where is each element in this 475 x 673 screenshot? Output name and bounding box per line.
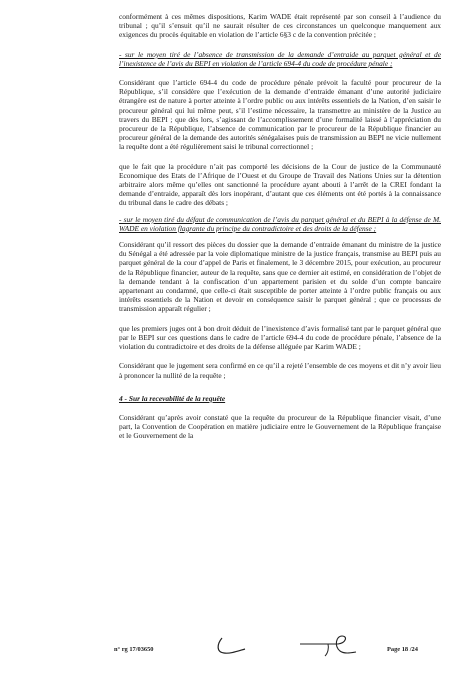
section-heading-recevabilite: 4 - Sur la recevabilité de la requête [119, 393, 226, 403]
paragraph-procedure-cour: que le fait que la procédure n’ait pas comporté les décisions de la Cour de justice de la Communauté Economique des Etats de l’Afrique de l’Ouest et du Groupe de Travail des Nations Unies sur la détention arbitraire alors même qu’elles ont sanctionné la procédure ayant abouti à l’arrêt de la CREI fondant la demande d’entraide, apparaît dès lors inopérant, d’autant que ces éléments ont été portés à la connaissance du tribunal dans le cadre des débats ; [119, 161, 441, 208]
paragraph-considerant-pieces: Considérant qu’il ressort des pièces du dossier que la demande d’entraide émanant du ministre de la justice du Sénégal a été adressée par la voie diplomatique ministre de la justice français, transmise au BEPI puis au parquet général de la cour d’appel de Paris et finalement, le 3 décembre 2015, pour exécution, au procureur de la République financier, auteur de la requête, sans que ce dernier ait estimé, en considération de l’objet de la demande tendant à la confiscation d’un appartement parisien et du solde d’un compte bancaire appartenant au condamné, que celle-ci était susceptible de porter atteinte à l’ordre public français ou aux intérêts essentiels de la Nation et devoir en conséquence saisir le parquet général ; que ce processus de transmission apparaît régulier ; [119, 240, 441, 314]
initials-signature-left [214, 636, 248, 658]
paragraph-premiers-juges: que les premiers juges ont à bon droit déduit de l’inexistence d’avis formalisé tant par le parquet général que par le BEPI sur ces questions dans le cadre de l’article 694-4 du code de procédure pénale, l’absence de la violation du contradictoire et des droits de la défense alléguée par Karim WADE ; [119, 323, 441, 352]
paragraph-considerant-694-4: Considérant que l’article 694-4 du code de procédure pénale prévoit la faculté pour procureur de la République, s’il considère que l’exécution de la demande d’entraide émanant d’une autorité judiciaire étrangère est de nature à porter atteinte à l’ordre public ou aux intérêts essentiels de la Nation, d’en saisir le procureur général qui lui même peut, s’il l’estime nécessaire, la transmettre au ministère de la Justice au travers du BEPI ; que dès lors, s’agissant de l’accomplissement d’une formalité laissé à l’appréciation du procureur de la République, l’absence de communication par le procureur de la République financier au procureur général de la demande des autorités sénégalaises puis de transmission au BEPI ne vicie nullement la requête dont a été régulièrement saisi le tribunal correctionnel ; [119, 78, 441, 152]
paragraph-moyen-heading-2: - sur le moyen tiré du défaut de communication de l’avis du parquet général et du BEPI à la défense de M. WADE en violation flagrante du principe du contradictoire et des droits de la défense ; [119, 214, 441, 233]
paragraph-moyen-heading-1: - sur le moyen tiré de l’absence de transmission de la demande d’entraide au parquet général et de l’inexistence de l’avis du BEPI en violation de l’article 694-4 du code de procédure pénale ; [119, 49, 441, 68]
initials-signature-right [298, 634, 360, 658]
page-body [119, 12, 441, 448]
paragraph-jugement-confirme: Considérant que le jugement sera confirmé en ce qu’il a rejeté l’ensemble de ces moyens et dit n’y avoir lieu à prononcer la nullité de la requête ; [119, 361, 441, 380]
page-footer [0, 640, 475, 664]
case-number: n° rg 17/03650 [114, 646, 154, 653]
page-number: Page 18 /24 [387, 646, 418, 653]
paragraph-continuation: conformément à ces mêmes dispositions, Karim WADE était représenté par son conseil à l’audience du tribunal ; qu’il s’ensuit qu’il ne saurait résulter de ces circonstances un quelconque manquement aux exigences du procès équitable en violation de l’article 6§3 c de la convention précitée ; [119, 12, 441, 40]
paragraph-considerant-apres: Considérant qu’après avoir constaté que la requête du procureur de la République financier visait, d’une part, la Convention de Coopération en matière judiciaire entre le Gouvernement de la République française et le Gouvernement de la [119, 412, 441, 441]
